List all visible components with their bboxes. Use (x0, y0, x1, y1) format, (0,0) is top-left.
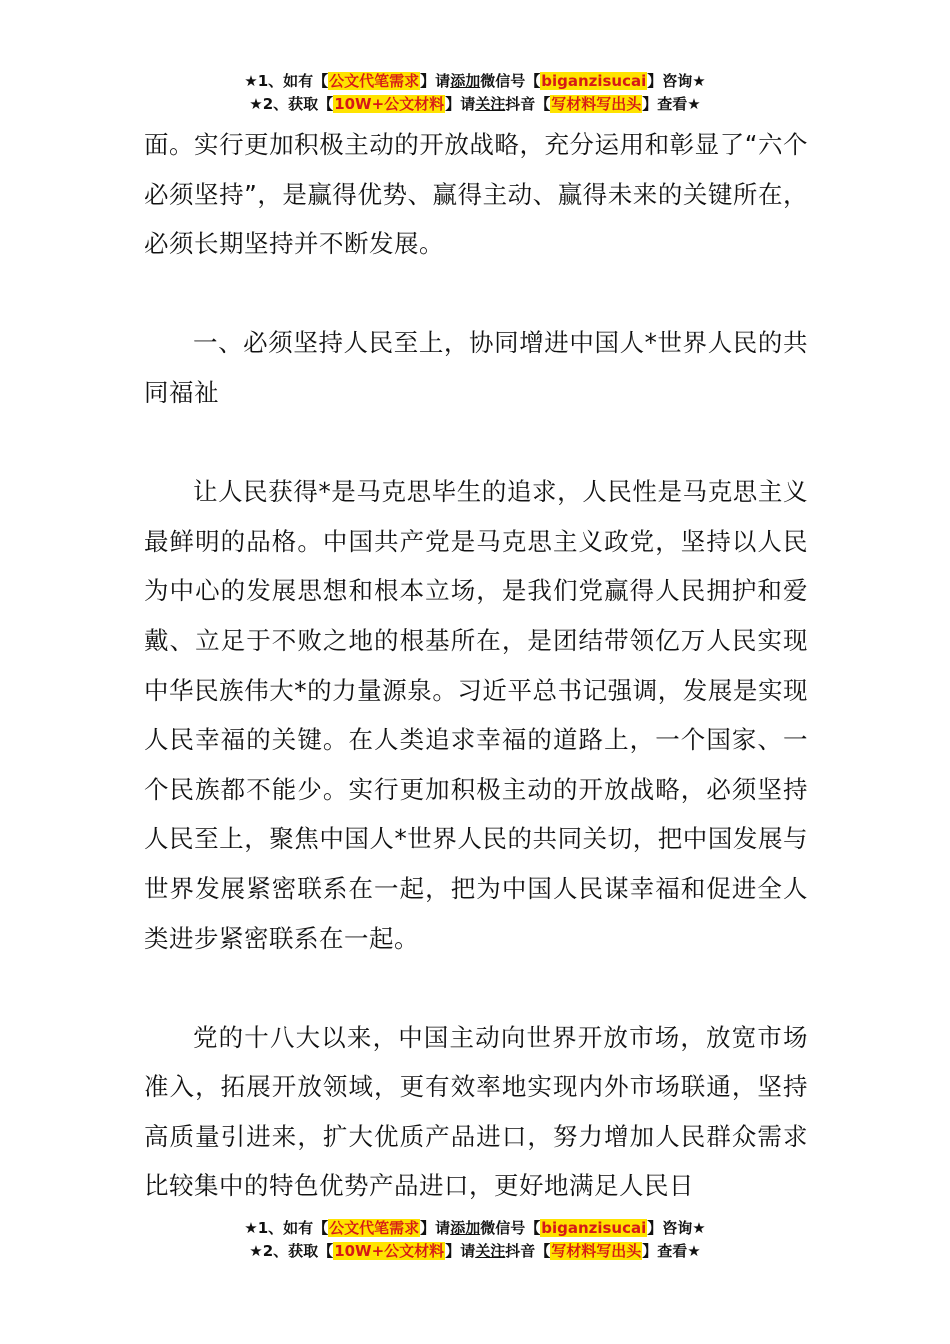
promo-text: 】请 (420, 1219, 451, 1237)
promo-line-1 (0, 1217, 950, 1240)
promo-line-1 (0, 70, 950, 93)
promo-underlined: 关注 (475, 1242, 506, 1260)
promo-text: 】请 (445, 95, 476, 113)
promo-text: 】咨询★ (647, 72, 706, 90)
promo-text: 】查看★ (642, 95, 701, 113)
intro-paragraph: 面。实行更加积极主动的开放战略，充分运用和彰显了“六个必须坚持”，是赢得优势、赢得主动、赢得未来的关键所在，必须长期坚持并不断发展。 (144, 130, 808, 259)
promo-highlight: 公文代笔需求 (329, 72, 420, 90)
promo-text: 】咨询★ (647, 1219, 706, 1237)
promo-text: ★1、如有【 (244, 72, 329, 90)
promo-underlined: 添加 (450, 1219, 481, 1237)
promo-text: 抖音【 (505, 1242, 551, 1260)
promo-underlined: 添加 (450, 72, 481, 90)
paragraph-gap (144, 418, 808, 468)
promo-text: 】请 (445, 1242, 476, 1260)
promo-highlight: biganzisucai (541, 72, 647, 90)
promo-highlight: 写材料写出头 (551, 95, 642, 113)
header-promo-banner (0, 70, 950, 116)
promo-underlined: 关注 (475, 95, 506, 113)
section-heading-1: 一、必须坚持人民至上，协同增进中国人*世界人民的共同福祉 (144, 328, 808, 407)
promo-text: 微信号【 (480, 1219, 541, 1237)
promo-text: 微信号【 (480, 72, 541, 90)
body-paragraph-2: 党的十八大以来，中国主动向世界开放市场，放宽市场准入，拓展开放领域，更有效率地实现内外市场联通，坚持高质量引进来，扩大优质产品进口，努力增加人民群众需求比较集中的特色优势产品进口，更好地满足人民日 (144, 1022, 808, 1201)
body-paragraph-1: 让人民获得*是马克思毕生的追求，人民性是马克思主义最鲜明的品格。中国共产党是马克思主义政党，坚持以人民为中心的发展思想和根本立场，是我们党赢得人民拥护和爱戴、立足于不败之地的根基所在，是团结带领亿万人民实现中华民族伟大*的力量源泉。习近平总书记强调，发展是实现人民幸福的关键。在人类追求幸福的道路上，一个国家、一个民族都不能少。实行更加积极主动的开放战略，必须坚持人民至上，聚焦中国人*世界人民的共同关切，把中国发展与世界发展紧密联系在一起，把为中国人民谋幸福和促进全人类进步紧密联系在一起。 (144, 477, 808, 953)
promo-highlight: biganzisucai (541, 1219, 647, 1237)
paragraph-gap (144, 269, 808, 319)
promo-text: 】查看★ (642, 1242, 701, 1260)
promo-line-2 (0, 93, 950, 116)
footer-promo-banner (0, 1217, 950, 1263)
promo-highlight: 写材料写出头 (551, 1242, 642, 1260)
paragraph-gap (144, 963, 808, 1013)
promo-highlight: 公文代笔需求 (329, 1219, 420, 1237)
promo-highlight: 10W+公文材料 (334, 1242, 445, 1260)
promo-text: 】请 (420, 72, 451, 90)
promo-text: ★2、获取【 (249, 95, 334, 113)
promo-text: ★1、如有【 (244, 1219, 329, 1237)
promo-highlight: 10W+公文材料 (334, 95, 445, 113)
promo-line-2 (0, 1240, 950, 1263)
promo-text: 抖音【 (505, 95, 551, 113)
document-body (144, 120, 808, 1211)
promo-text: ★2、获取【 (249, 1242, 334, 1260)
